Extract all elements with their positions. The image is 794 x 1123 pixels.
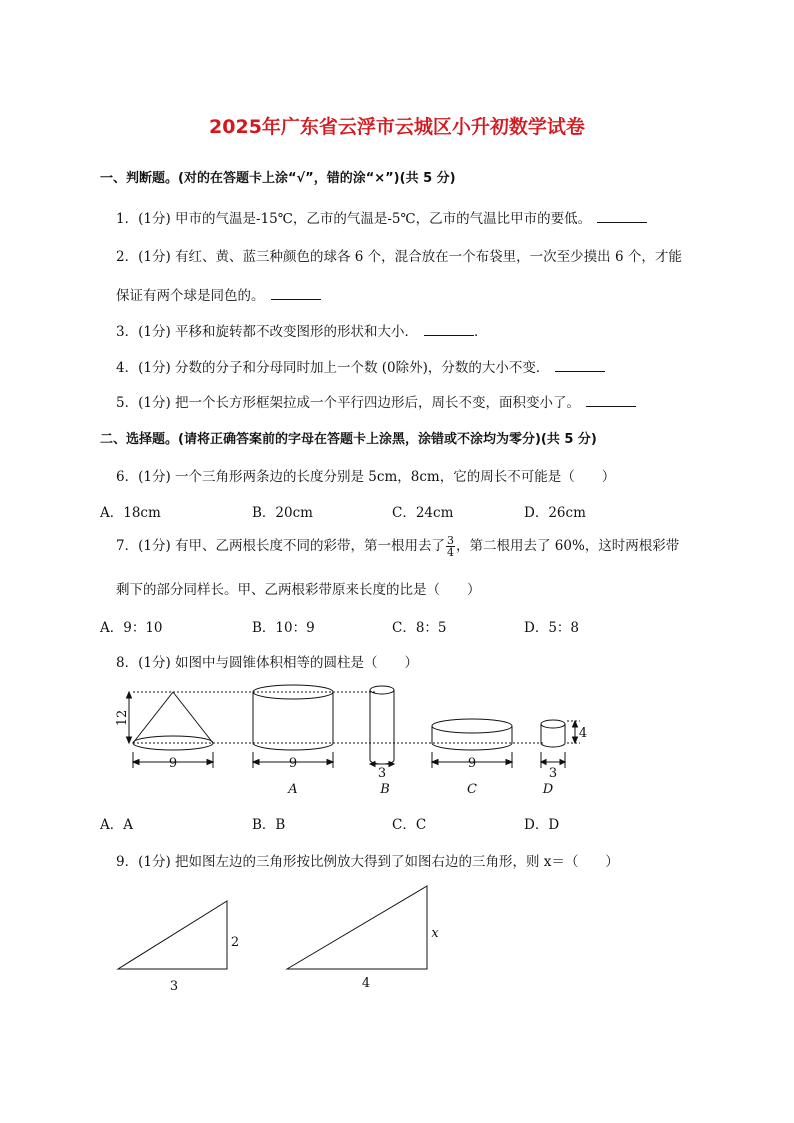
question-7-pre: 7．(1分) 有甲、乙两根长度不同的彩带，第一根用去了 bbox=[116, 538, 446, 554]
page-title: 2025年广东省云浮市云城区小升初数学试卷 bbox=[209, 116, 585, 138]
label-d: D bbox=[542, 782, 554, 797]
answer-blank bbox=[555, 359, 605, 372]
cylinder-c-diameter-label: 9 bbox=[467, 756, 477, 771]
q9-figure bbox=[110, 880, 450, 995]
question-2-text: 2．(1分) 有红、黄、蓝三种颜色的球各 6 个，混合放在一个布袋里，一次至少摸出 6 个，才能 bbox=[116, 249, 682, 265]
question-3 bbox=[116, 320, 488, 340]
cylinder-b bbox=[370, 686, 394, 764]
cone-height-label: 12 bbox=[115, 709, 130, 727]
question-5 bbox=[116, 391, 636, 411]
option-a: A．9：10 bbox=[100, 620, 163, 636]
right-triangle-base-label: 4 bbox=[361, 976, 371, 991]
question-7-post: ，第二根用去了 60%，这时两根彩带 bbox=[456, 538, 680, 554]
option-b: B．20cm bbox=[252, 505, 313, 521]
cone-shape bbox=[133, 692, 213, 750]
fraction bbox=[446, 535, 455, 558]
fraction-denominator: 4 bbox=[447, 546, 455, 559]
left-triangle-base-label: 3 bbox=[169, 979, 179, 994]
cylinder-d-diameter-label: 3 bbox=[548, 766, 558, 781]
question-1-text: 1．(1分) 甲市的气温是-15℃，乙市的气温是-5℃，乙市的气温比甲市的要低。 bbox=[116, 211, 592, 227]
question-8: 8．(1分) 如图中与圆锥体积相等的圆柱是（ ） bbox=[116, 655, 419, 671]
option-b: B．B bbox=[252, 817, 286, 833]
question-7 bbox=[116, 534, 679, 558]
question-9: 9．(1分) 把如图左边的三角形按比例放大得到了如图右边的三角形，则 x＝（ ） bbox=[116, 854, 619, 870]
question-3-tail: ． bbox=[474, 324, 488, 340]
label-c: C bbox=[467, 782, 477, 797]
answer-blank bbox=[586, 394, 636, 407]
answer-blank bbox=[597, 210, 647, 223]
cone-diameter-label: 9 bbox=[168, 756, 178, 771]
right-triangle bbox=[287, 886, 427, 969]
question-4 bbox=[116, 356, 605, 376]
cylinder-c bbox=[432, 719, 512, 750]
option-b: B．10：9 bbox=[252, 620, 315, 636]
answer-blank bbox=[424, 323, 474, 336]
question-7-continuation: 剩下的部分同样长。甲、乙两根彩带原来长度的比是（ ） bbox=[116, 582, 481, 598]
question-4-text: 4．(1分) 分数的分子和分母同时加上一个数 (0除外)，分数的大小不变． bbox=[116, 360, 550, 376]
question-2-cont-text: 保证有两个球是同色的。 bbox=[116, 288, 265, 304]
cylinder-d-height-label: 4 bbox=[578, 726, 588, 741]
cylinder-b-diameter-label: 3 bbox=[377, 766, 387, 781]
fraction-numerator: 3 bbox=[447, 534, 455, 547]
width-markers bbox=[133, 752, 565, 768]
option-d: D．26cm bbox=[524, 505, 586, 521]
question-2 bbox=[116, 245, 682, 265]
left-triangle-height-label: 2 bbox=[230, 935, 240, 950]
option-a: A．18cm bbox=[100, 505, 161, 521]
cylinder-d bbox=[541, 720, 565, 747]
option-c: C．8：5 bbox=[392, 620, 447, 636]
option-c: C．24cm bbox=[392, 505, 454, 521]
section-2-heading: 二、选择题。(请将正确答案前的字母在答题卡上涂黑，涂错或不涂均为零分)(共 5 分) bbox=[100, 432, 597, 447]
question-5-text: 5．(1分) 把一个长方形框架拉成一个平行四边形后，周长不变，面积变小了。 bbox=[116, 395, 581, 411]
question-3-text: 3．(1分) 平移和旋转都不改变图形的形状和大小． bbox=[116, 324, 419, 340]
left-triangle bbox=[118, 901, 227, 969]
cylinder-a bbox=[253, 685, 333, 750]
label-a: A bbox=[288, 782, 298, 797]
cylinder-a-diameter-label: 9 bbox=[288, 756, 298, 771]
q8-figure bbox=[100, 678, 620, 803]
option-a: A．A bbox=[100, 817, 133, 833]
option-d: D．5：8 bbox=[524, 620, 580, 636]
option-d: D．D bbox=[524, 817, 560, 833]
question-1 bbox=[116, 207, 647, 227]
option-c: C．C bbox=[392, 817, 427, 833]
question-2-continuation bbox=[116, 284, 321, 304]
label-b: B bbox=[380, 782, 390, 797]
question-6: 6．(1分) 一个三角形两条边的长度分别是 5cm，8cm，它的周长不可能是（ ） bbox=[116, 469, 616, 485]
answer-blank bbox=[271, 287, 321, 300]
right-triangle-height-label: x bbox=[431, 926, 439, 941]
section-1-heading: 一、判断题。(对的在答题卡上涂“√”，错的涂“×”)(共 5 分) bbox=[100, 171, 456, 186]
